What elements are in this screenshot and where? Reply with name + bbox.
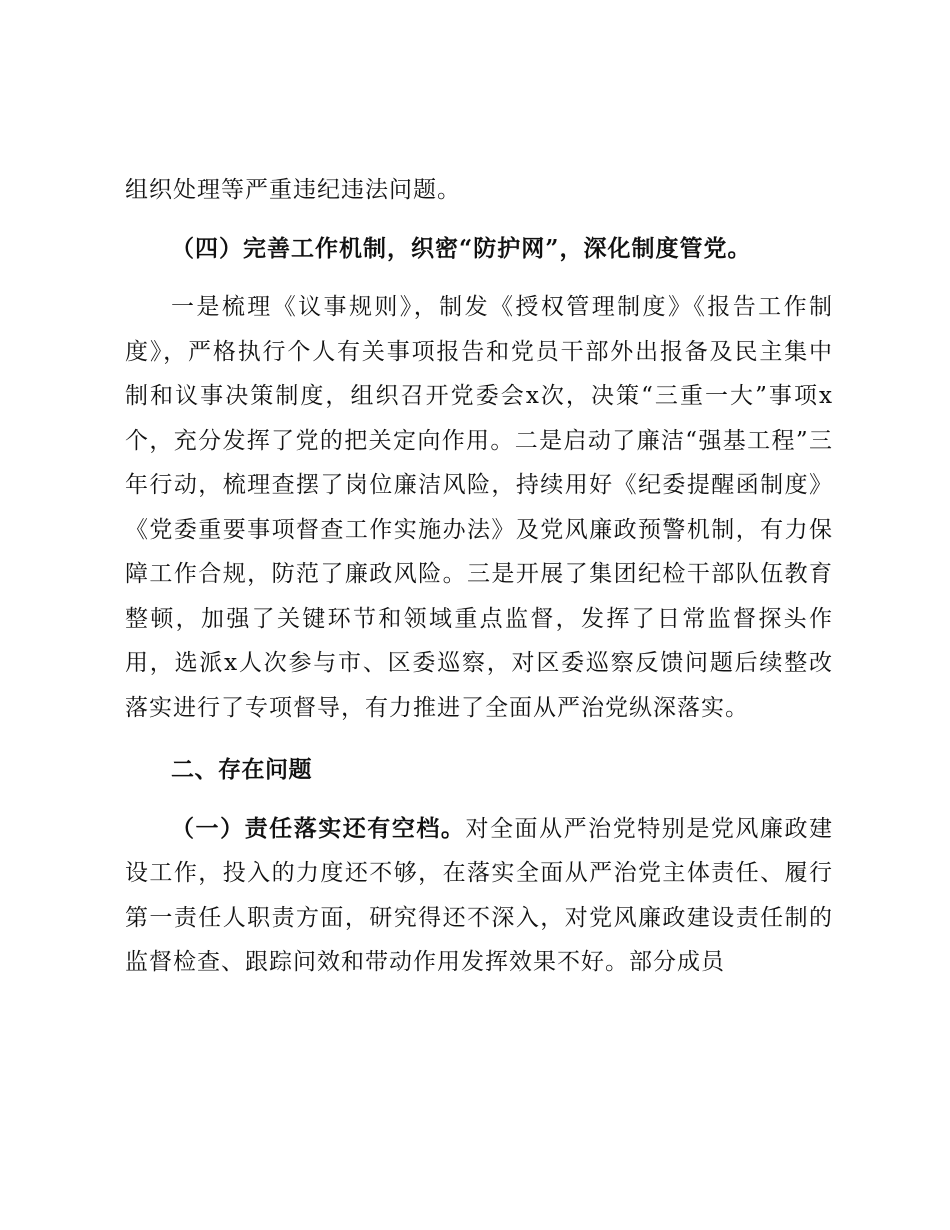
- document-body: [125, 168, 833, 985]
- issue-lead: （一）责任落实还有空档。: [171, 814, 466, 842]
- section-heading: 二、存在问题: [171, 757, 312, 783]
- issue-body: 对全面从严治党特别是党风廉政建设工作，投入的力度还不够，在落实全面从严治党主体责任、履行第一责任人职责方面，研究得还不深入，对党风廉政建设责任制的监督检查、跟踪问效和带动作用发挥效果不好。部分成员: [125, 815, 834, 975]
- subsection-heading: （四）完善工作机制，织密“防护网”，深化制度管党。: [171, 234, 752, 262]
- continuation-paragraph: 组织处理等严重违纪违法问题。: [125, 177, 461, 203]
- body-paragraph: 一是梳理《议事规则》，制发《授权管理制度》《报告工作制度》，严格执行个人有关事项报告和党员干部外出报备及民主集中制和议事决策制度，组织召开党委会x次，决策“三重一大”事项x个，充分发挥了党的把关定向作用。二是启动了廉洁“强基工程”三年行动，梳理查摆了岗位廉洁风险，持续用好《纪委提醒函制度》《党委重要事项督查工作实施办法》及党风廉政预警机制，有力保障工作合规，防范了廉政风险。三是开展了集团纪检干部队伍教育整顿，加强了关键环节和领域重点监督，发挥了日常监督探头作用，选派x人次参与市、区委巡察，对区委巡察反馈问题后续整改落实进行了专项督导，有力推进了全面从严治党纵深落实。: [125, 294, 833, 721]
- issue-paragraph: [125, 807, 833, 985]
